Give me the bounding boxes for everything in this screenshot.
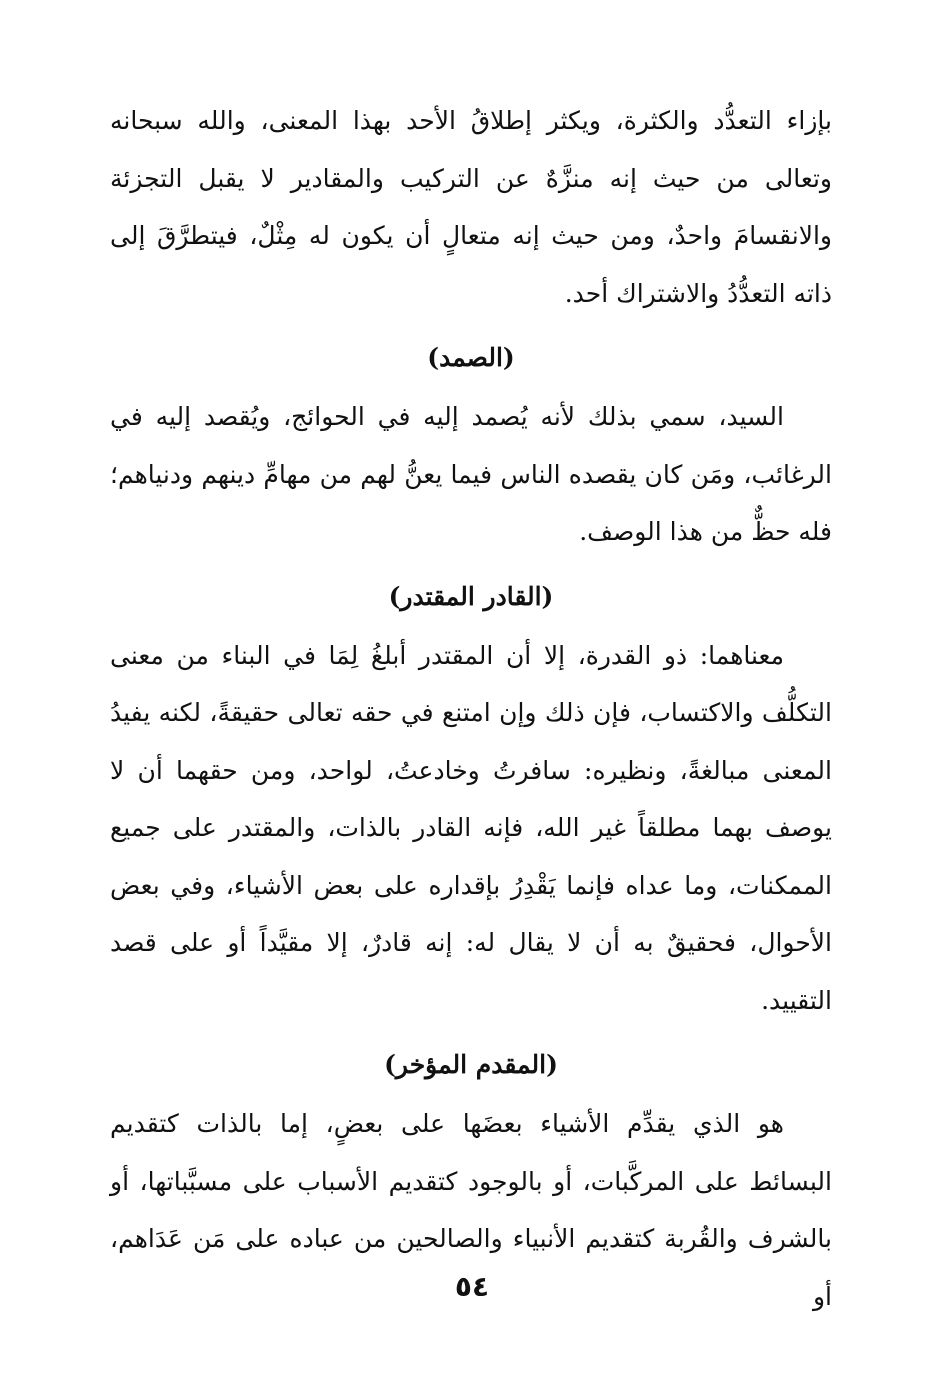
page-body bbox=[110, 92, 832, 1325]
samad-paragraph: السيد، سمي بذلك لأنه يُصمد إليه في الحوائج، ويُقصد إليه في الرغائب، ومَن كان يقصده الناس فيما يعنُّ لهم من مهامِّ دينهم ودنياهم؛ فله حظٌّ من هذا الوصف. bbox=[110, 402, 832, 546]
heading-qadir-muqtadir: (القادر المقتدر) bbox=[388, 581, 554, 611]
intro-paragraph: بإزاء التعدُّد والكثرة، ويكثر إطلاقُ الأحد بهذا المعنى، والله سبحانه وتعالى من حيث إنه منزَّهٌ عن التركيب والمقادير لا يقبل التجزئة والانقسامَ واحدٌ، ومن حيث إنه متعالٍ أن يكون له مِثْلٌ، فيتطرَّقَ إلى ذاته التعدُّدُ والاشتراك أحد. bbox=[110, 106, 832, 308]
qadir-paragraph: معناهما: ذو القدرة، إلا أن المقتدر أبلغُ لِمَا في البناء من معنى التكلُّف والاكتساب، فإن ذلك وإن امتنع في حقه تعالى حقيقةً، لكنه يفيدُ المعنى مبالغةً، ونظيره: سافرتُ وخادعتُ، لواحد، ومن حقهما أن لا يوصف بهما مطلقاً غير الله، فإنه القادر بالذات، والمقتدر على جميع الممكنات، وما عداه فإنما يَقْدِرُ بإقداره على بعض الأشياء، وفي بعض الأحوال، فحقيقٌ به أن لا يقال له: إنه قادرٌ، إلا مقيَّداً أو على قصد التقييد. bbox=[110, 640, 833, 1015]
heading-samad: (الصمد) bbox=[427, 343, 515, 372]
heading-muqaddim-muakhkhir: (المقدم المؤخر) bbox=[384, 1050, 558, 1079]
page-number: ٥٤ bbox=[454, 1270, 490, 1303]
muqaddim-paragraph: هو الذي يقدِّم الأشياء بعضَها على بعضٍ، إما بالذات كتقديم البسائط على المركَّبات، أو بالوجود كتقديم الأسباب على مسبَّباتها، أو بالشرف والقُربة كتقديم الأنبياء والصالحين من عباده على مَن عَدَاهم، أو bbox=[110, 1109, 832, 1311]
